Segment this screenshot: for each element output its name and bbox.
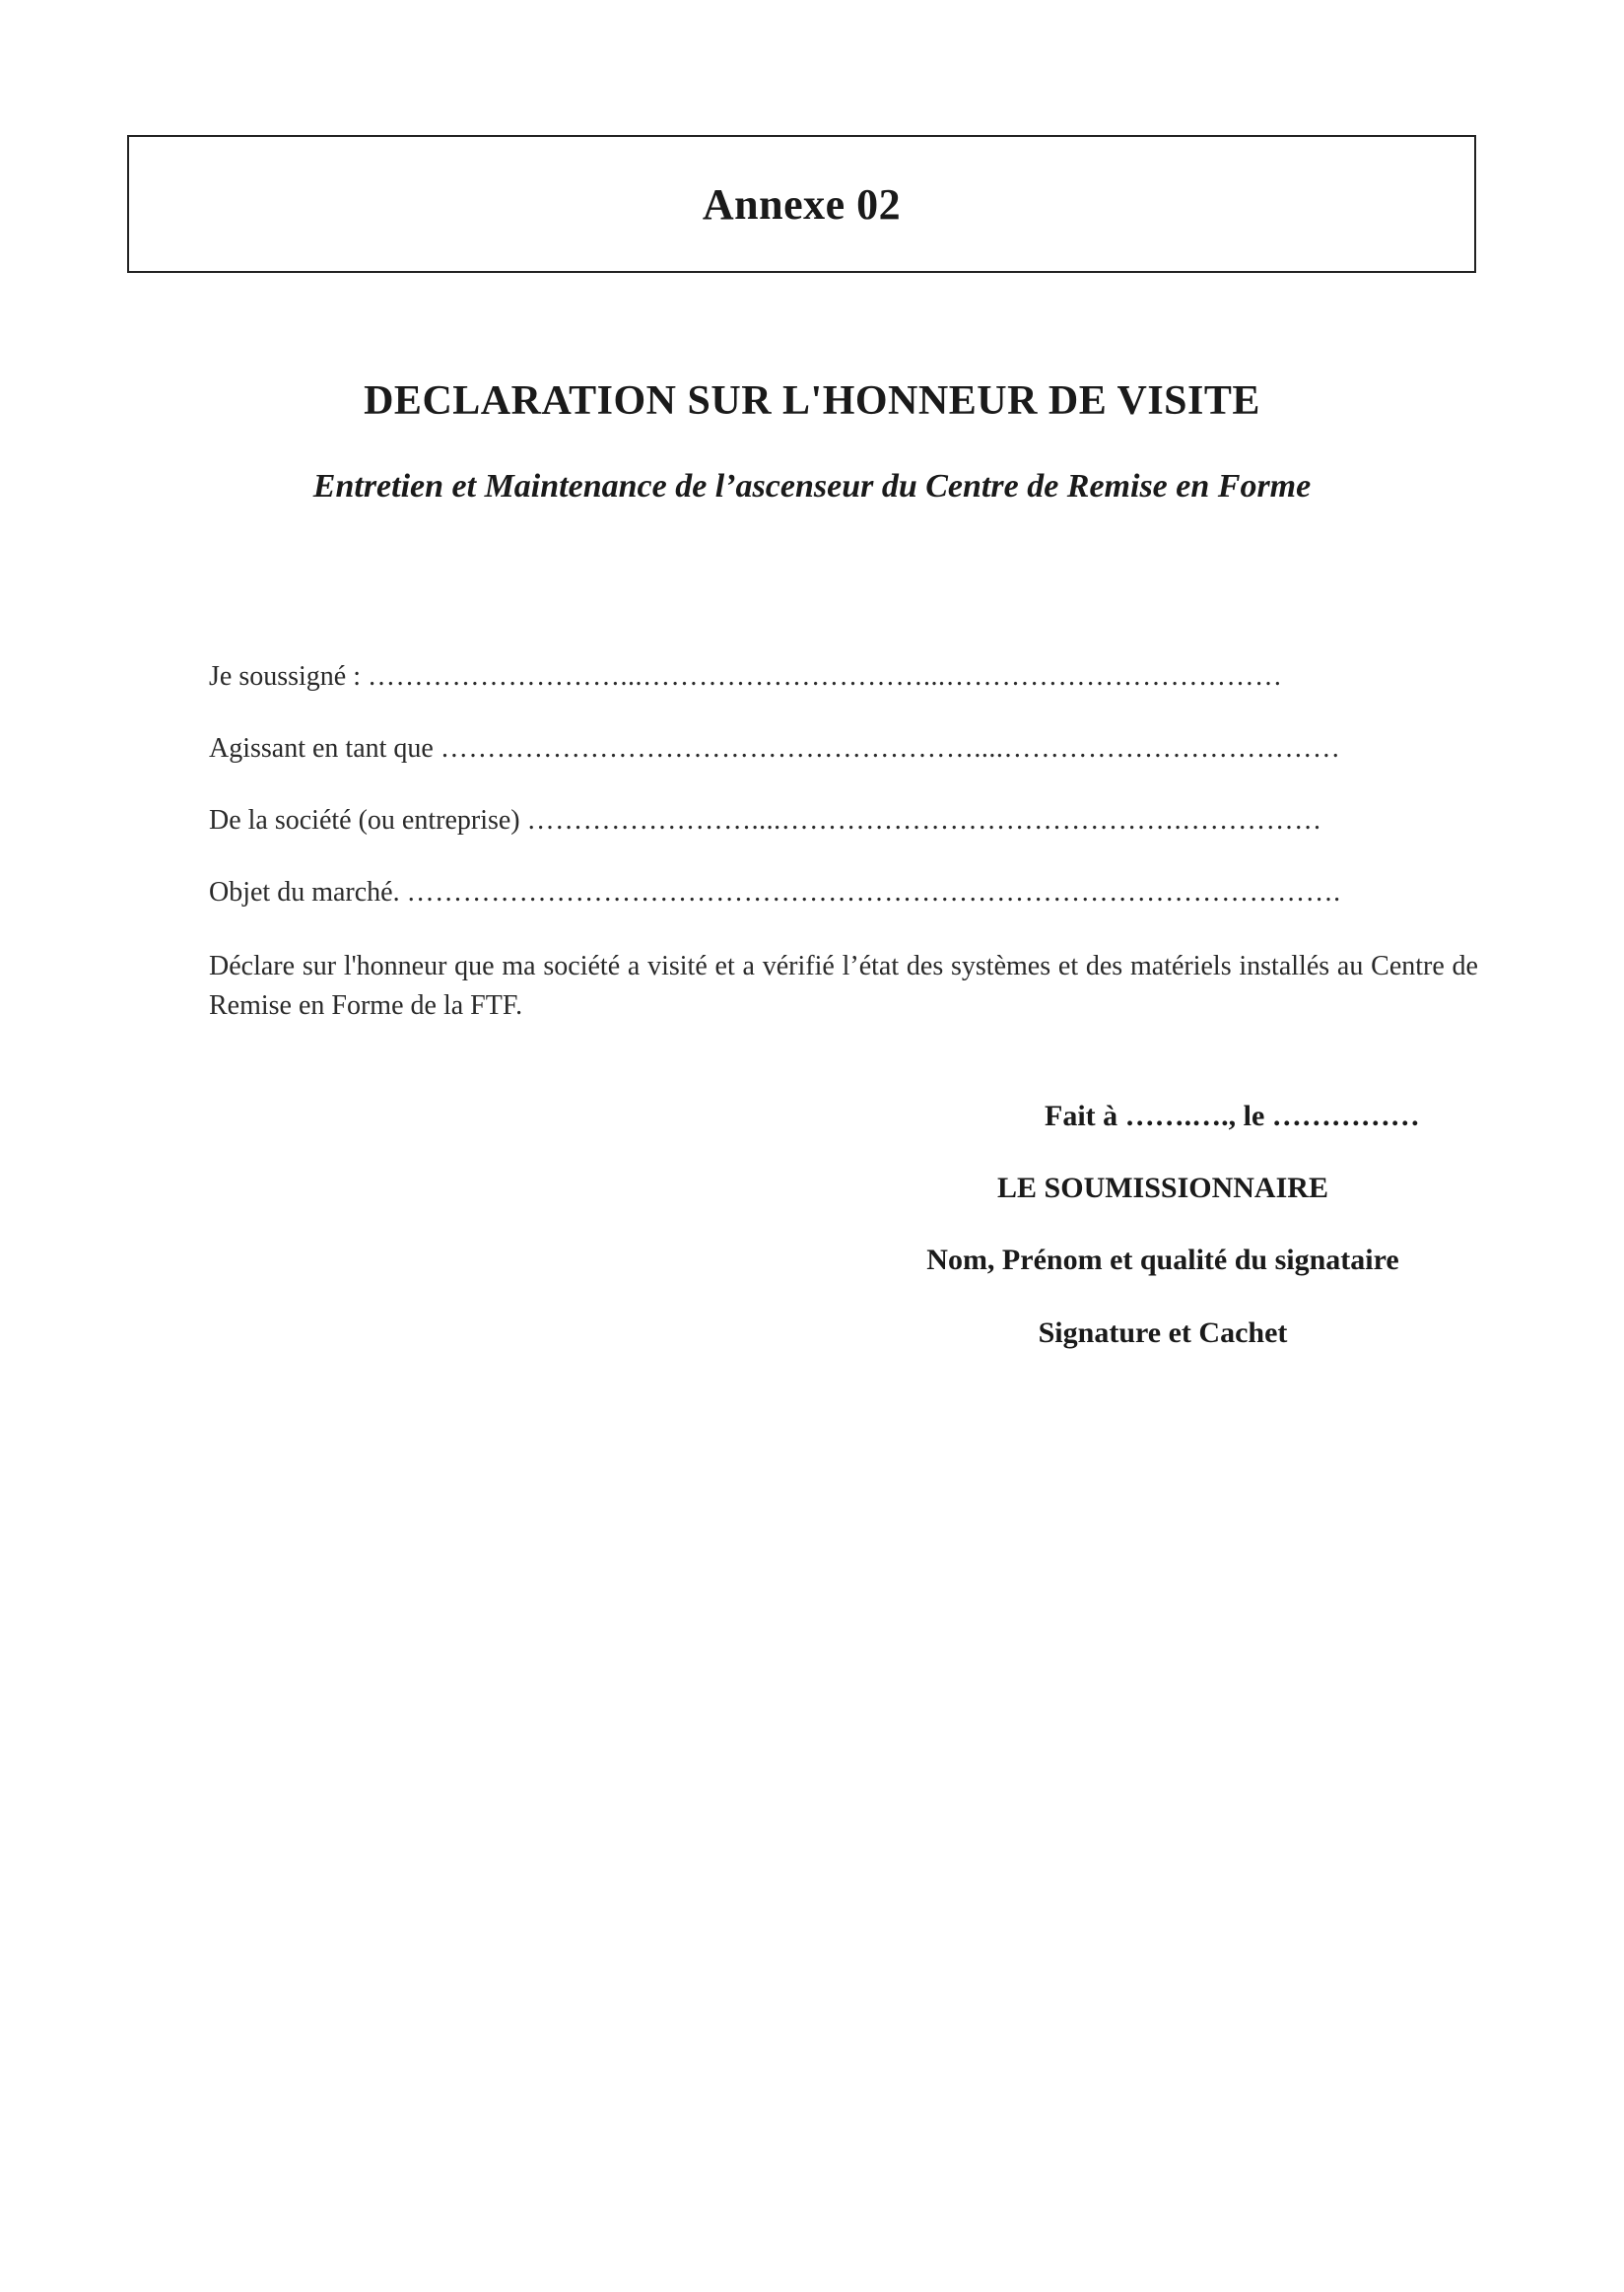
document-title: DECLARATION SUR L'HONNEUR DE VISITE bbox=[364, 378, 1260, 424]
field-soussigne-label: Je soussigné : bbox=[209, 661, 361, 692]
field-agissant-dots: …………………………………………………....……………………………… bbox=[440, 733, 1341, 764]
document-subtitle: Entretien et Maintenance de l’ascenseur du Centre de Remise en Forme bbox=[312, 468, 1312, 505]
field-societe-dots: ……………………....…………………………………….…………… bbox=[526, 805, 1322, 836]
field-societe-label: De la société (ou entreprise) bbox=[209, 805, 520, 836]
field-agissant bbox=[209, 733, 1340, 765]
field-societe bbox=[209, 805, 1322, 837]
place-date-line: Fait à …….…., le …………… bbox=[1045, 1100, 1420, 1132]
signatory-name-quality: Nom, Prénom et qualité du signataire bbox=[926, 1244, 1399, 1276]
signature-stamp-label: Signature et Cachet bbox=[1038, 1316, 1288, 1349]
field-soussigne bbox=[209, 661, 1283, 693]
field-objet-label: Objet du marché. bbox=[209, 877, 400, 908]
annex-box bbox=[127, 135, 1476, 273]
field-agissant-label: Agissant en tant que bbox=[209, 733, 434, 764]
field-objet-dots: ………………………………………………………………………………………. bbox=[406, 877, 1341, 908]
bidder-heading: LE SOUMISSIONNAIRE bbox=[997, 1172, 1328, 1204]
annex-title: Annexe 02 bbox=[702, 179, 902, 229]
declaration-paragraph: Déclare sur l'honneur que ma société a visité et a vérifié l’état des systèmes et des matériels installés au Centre de Remise en Forme de la FTF. bbox=[209, 951, 1478, 1021]
field-soussigne-dots: ………………………...…………………………...……………………………… bbox=[368, 661, 1283, 692]
field-objet bbox=[209, 877, 1341, 909]
